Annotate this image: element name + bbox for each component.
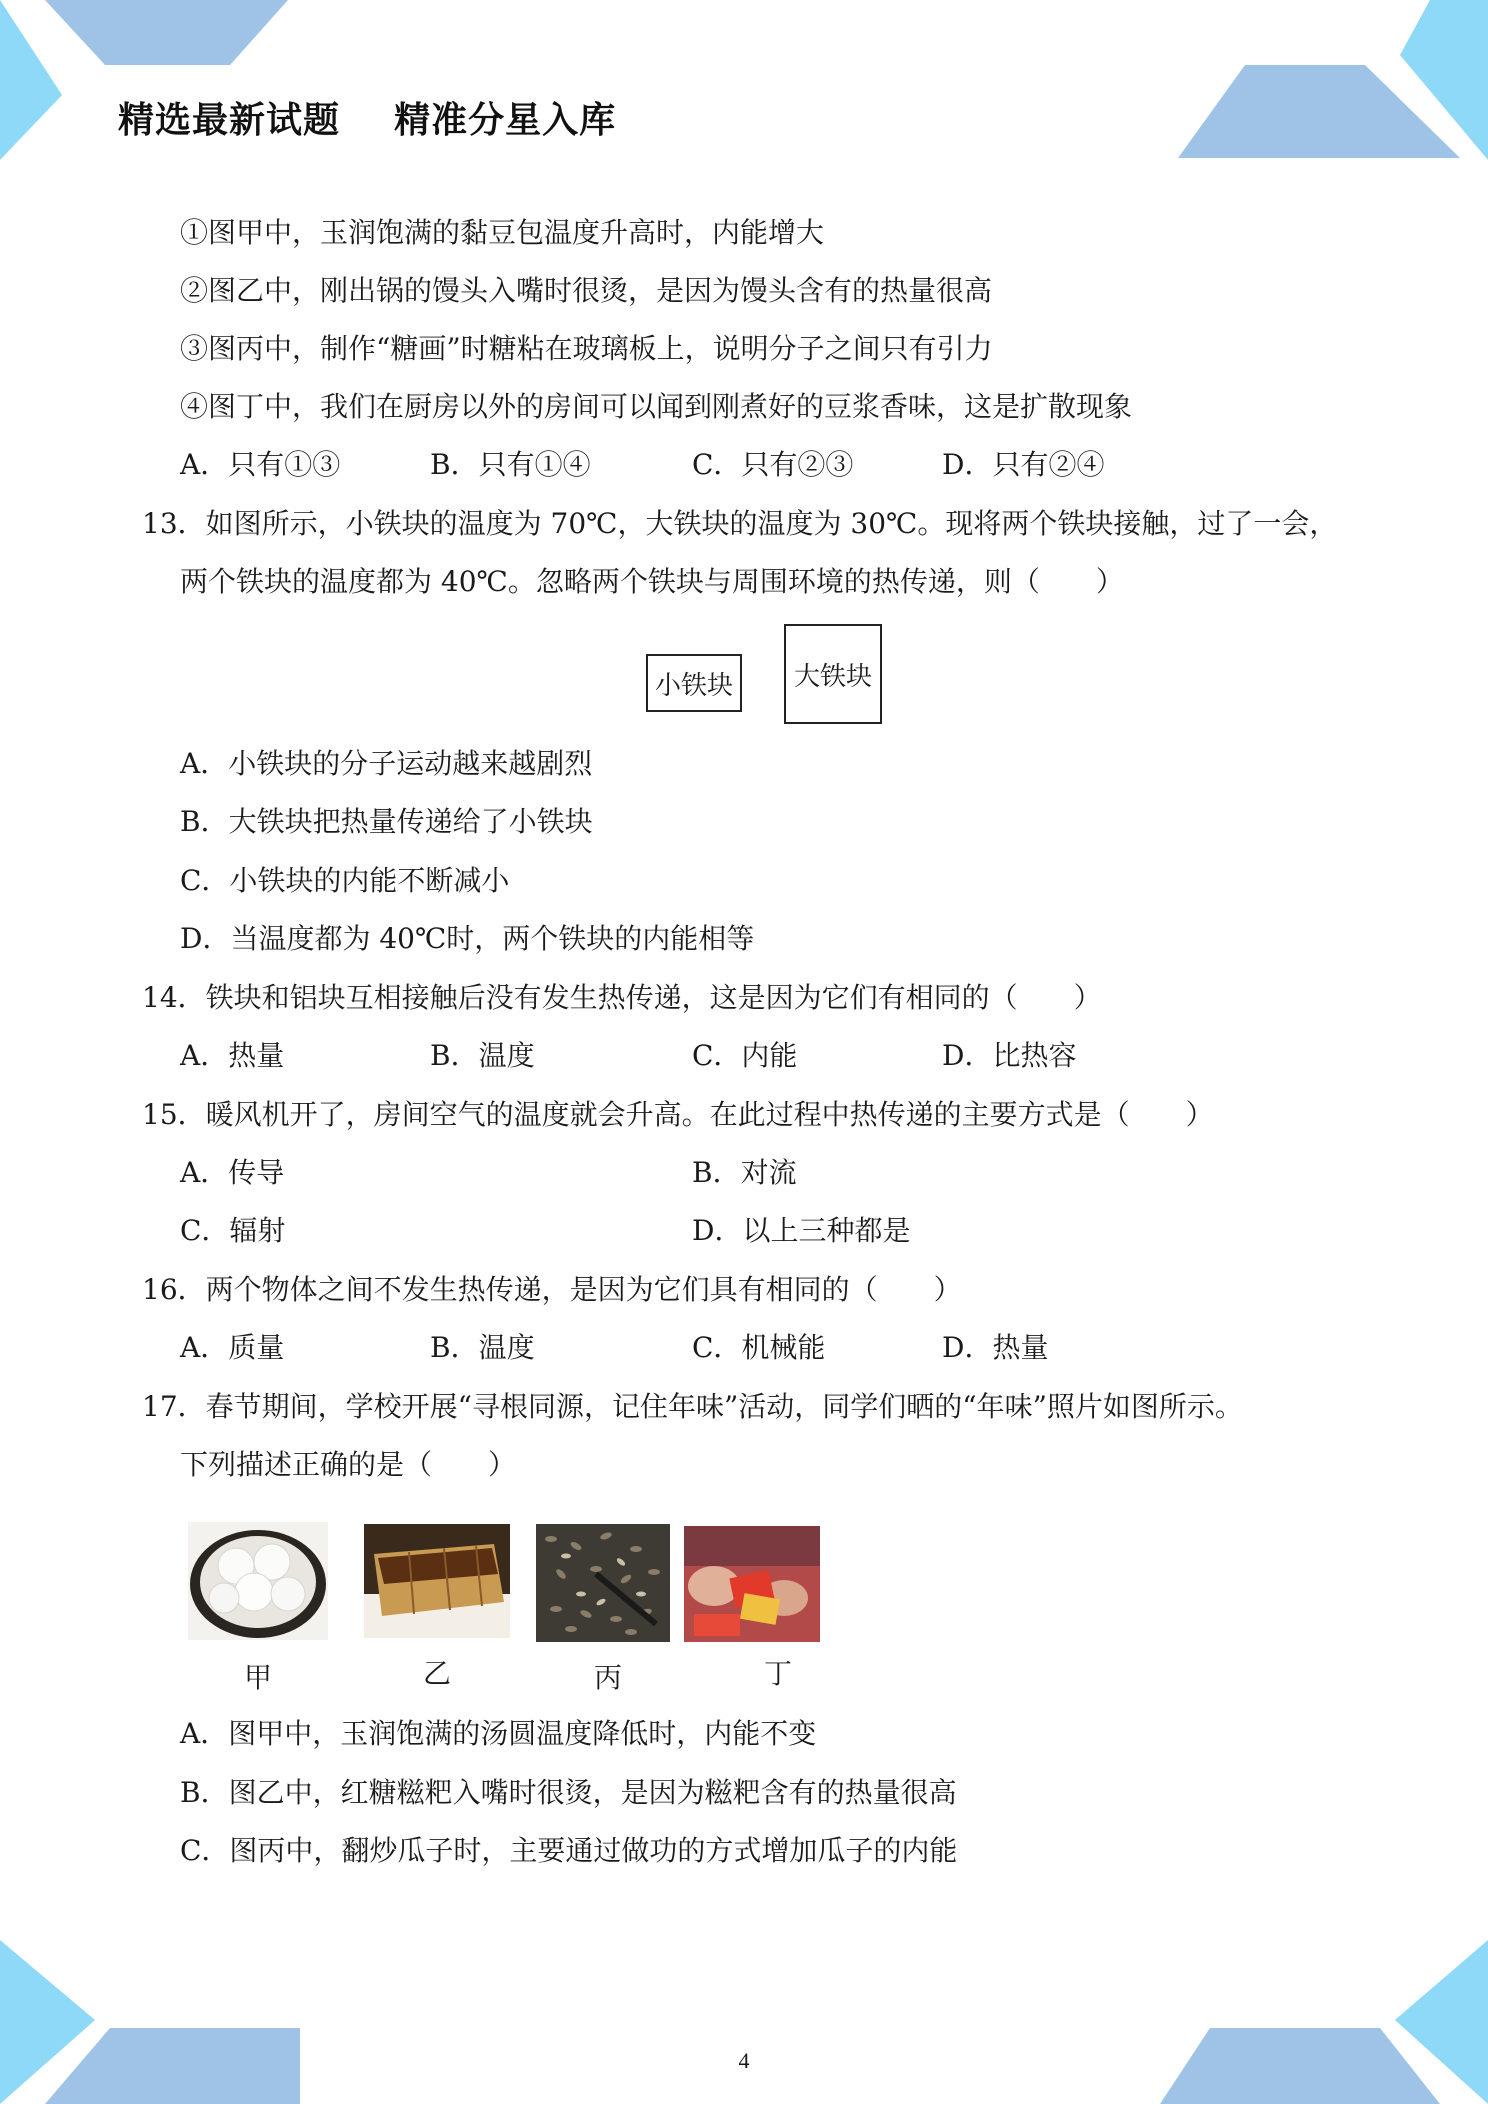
q16-option-a: A．质量 <box>180 1331 285 1364</box>
photo-tangyuan <box>188 1522 328 1640</box>
photo-label-bing: 丙 <box>593 1661 622 1694</box>
page-number: 4 <box>738 2048 750 2073</box>
q14-stem: 14．铁块和铝块互相接触后没有发生热传递，这是因为它们有相同的（ ） <box>142 981 1102 1014</box>
big-iron-block-label: 大铁块 <box>793 661 872 692</box>
q12-option-d: D．只有②④ <box>942 448 1105 481</box>
corner-shape-top-right-trapezoid <box>1178 65 1460 158</box>
q17-option-c: C．图丙中，翻炒瓜子时，主要通过做功的方式增加瓜子的内能 <box>180 1834 958 1867</box>
q17-stem-line-1: 17．春节期间，学校开展“寻根同源，记住年味”活动，同学们晒的“年味”照片如图所示。 <box>142 1390 1243 1423</box>
q12-statement-2: ②图乙中，刚出锅的馒头入嘴时很烫，是因为馒头含有的热量很高 <box>180 274 993 307</box>
corner-shape-top-left-trapezoid <box>45 0 288 65</box>
q15-option-d: D．以上三种都是 <box>692 1214 911 1247</box>
q12-option-c: C．只有②③ <box>692 448 854 481</box>
q15-stem: 15．暖风机开了，房间空气的温度就会升高。在此过程中热传递的主要方式是（ ） <box>142 1098 1214 1131</box>
q12-statement-4: ④图丁中，我们在厨房以外的房间可以闻到刚煮好的豆浆香味，这是扩散现象 <box>180 390 1133 423</box>
q14-option-b: B．温度 <box>430 1039 535 1072</box>
q17-option-b: B．图乙中，红糖糍粑入嘴时很烫，是因为糍粑含有的热量很高 <box>180 1776 957 1809</box>
q13-stem-line-2: 两个铁块的温度都为 40℃。忽略两个铁块与周围环境的热传递，则（ ） <box>180 565 1124 598</box>
q13-option-c: C．小铁块的内能不断减小 <box>180 864 510 897</box>
q12-statement-1: ①图甲中，玉润饱满的黏豆包温度升高时，内能增大 <box>180 216 825 249</box>
q16-stem: 16．两个物体之间不发生热传递，是因为它们具有相同的（ ） <box>142 1273 962 1306</box>
photo-label-yi: 乙 <box>422 1657 451 1690</box>
photo-label-ding: 丁 <box>763 1657 792 1690</box>
photo-seeds <box>536 1524 670 1642</box>
q17-option-a: A．图甲中，玉润饱满的汤圆温度降低时，内能不变 <box>180 1717 817 1750</box>
q13-option-d: D．当温度都为 40℃时，两个铁块的内能相等 <box>180 922 755 955</box>
big-iron-block-figure <box>784 624 882 724</box>
small-iron-block-label: 小铁块 <box>654 670 733 701</box>
corner-shape-top-left-triangle <box>0 0 62 160</box>
q13-option-a: A．小铁块的分子运动越来越剧烈 <box>180 747 593 780</box>
q16-option-d: D．热量 <box>942 1331 1049 1364</box>
q13-stem-line-1: 13．如图所示，小铁块的温度为 70℃，大铁块的温度为 30℃。现将两个铁块接触，过了一会， <box>142 507 1338 540</box>
q14-option-c: C．内能 <box>692 1039 798 1072</box>
photo-red-envelopes <box>684 1526 820 1642</box>
q12-option-a: A．只有①③ <box>180 448 341 481</box>
q12-option-b: B．只有①④ <box>430 448 591 481</box>
q16-option-c: C．机械能 <box>692 1331 826 1364</box>
photo-ciba <box>364 1524 510 1638</box>
photo-label-jia: 甲 <box>243 1661 272 1694</box>
q15-option-a: A．传导 <box>180 1156 285 1189</box>
header-title: 精选最新试题 精准分星入库 <box>118 100 617 141</box>
q15-option-b: B．对流 <box>692 1156 797 1189</box>
q15-option-c: C．辐射 <box>180 1214 286 1247</box>
q13-option-b: B．大铁块把热量传递给了小铁块 <box>180 805 593 838</box>
q16-option-b: B．温度 <box>430 1331 535 1364</box>
q12-statement-3: ③图丙中，制作“糖画”时糖粘在玻璃板上，说明分子之间只有引力 <box>180 332 993 365</box>
q14-option-a: A．热量 <box>180 1039 285 1072</box>
small-iron-block-figure <box>646 654 742 712</box>
q17-stem-line-2: 下列描述正确的是（ ） <box>180 1448 517 1481</box>
q14-option-d: D．比热容 <box>942 1039 1077 1072</box>
